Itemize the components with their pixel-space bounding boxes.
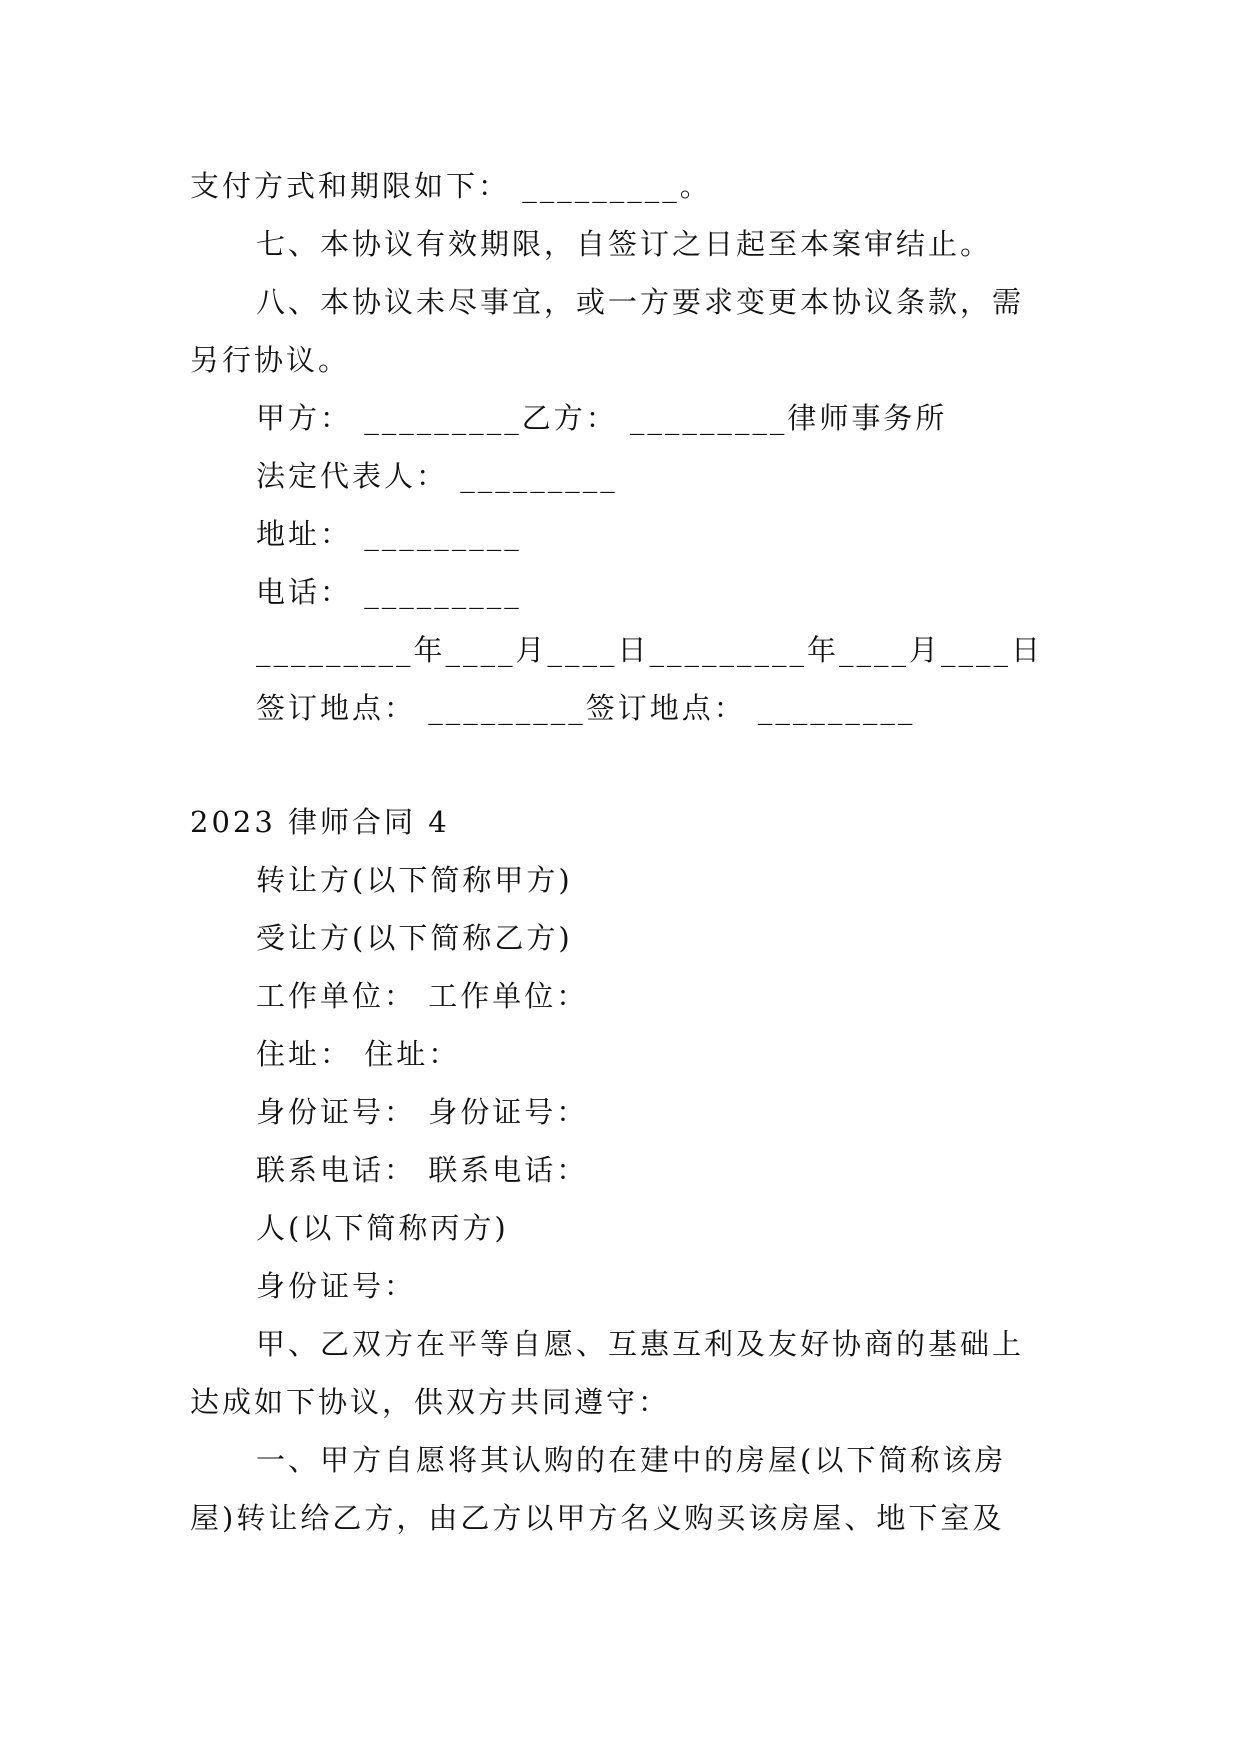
work-unit-line: 工作单位： 工作单位： xyxy=(256,979,589,1013)
transferee-line: 受让方(以下简称乙方) xyxy=(256,921,573,955)
clause-7: 七、本协议有效期限，自签订之日起至本案审结止。 xyxy=(256,227,993,261)
clause-8-continued: 另行协议。 xyxy=(190,343,351,377)
signing-location-line: 签订地点： _________签订地点： _________ xyxy=(256,691,916,725)
legal-representative-line: 法定代表人： _________ xyxy=(256,459,618,493)
party-c-line: 人(以下简称丙方) xyxy=(256,1211,509,1245)
residence-line: 住址： 住址： xyxy=(256,1037,461,1071)
transferor-line: 转让方(以下简称甲方) xyxy=(256,863,573,897)
section-title: 2023 律师合同 4 xyxy=(190,805,450,839)
id-number-line: 身份证号： 身份证号： xyxy=(256,1095,589,1129)
phone-line: 电话： _________ xyxy=(256,575,522,609)
clause-1-continued: 屋)转让给乙方，由乙方以甲方名义购买该房屋、地下室及 xyxy=(190,1501,1005,1535)
clause-1: 一、甲方自愿将其认购的在建中的房屋(以下简称该房 xyxy=(256,1443,1007,1477)
contact-phone-line: 联系电话： 联系电话： xyxy=(256,1153,589,1187)
agreement-intro: 甲、乙双方在平等自愿、互惠互利及友好协商的基础上 xyxy=(256,1327,1025,1361)
party-c-id-line: 身份证号： xyxy=(256,1269,417,1303)
address-line: 地址： _________ xyxy=(256,517,522,551)
payment-terms-line: 支付方式和期限如下： _________。 xyxy=(190,169,712,203)
party-signatures-line: 甲方： _________乙方： _________律师事务所 xyxy=(256,401,948,435)
agreement-intro-continued: 达成如下协议，供双方共同遵守： xyxy=(190,1385,671,1419)
date-line: _________年____月____日_________年____月____日 xyxy=(256,633,1044,667)
clause-8: 八、本协议未尽事宜，或一方要求变更本协议条款，需 xyxy=(256,285,1025,319)
